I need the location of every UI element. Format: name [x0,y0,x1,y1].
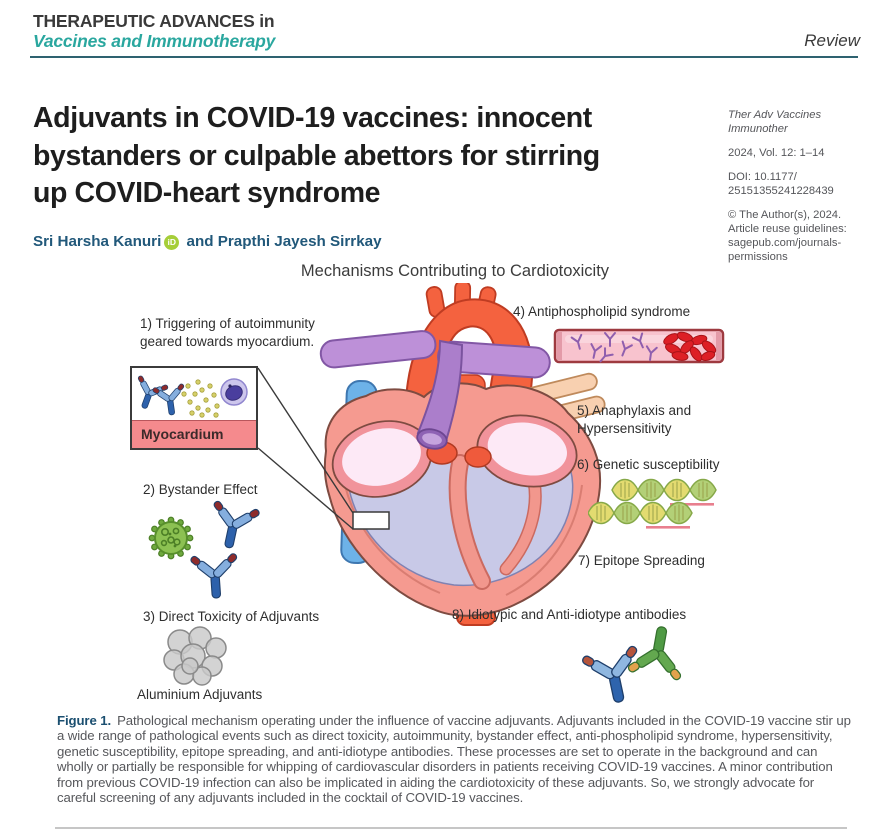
mechanism-2-label: 2) Bystander Effect [143,482,258,497]
aluminium-adjuvant-icon [160,626,234,686]
mechanism-1-line2: geared towards myocardium. [140,333,315,349]
mechanism-7-label: 7) Epitope Spreading [578,553,705,568]
journal-metadata [728,108,866,274]
header-rule [30,56,858,58]
page-bottom-rule [55,827,847,829]
mechanism-6-label: 6) Genetic susceptibility [577,457,720,472]
antibody-icon [188,548,242,602]
copyright: © The Author(s), 2024. [728,209,842,221]
dna-icon [588,477,718,533]
journal-name: Vaccines and Immunotherapy [33,31,276,51]
journal-abbrev: Ther Adv Vaccines Immunother [728,109,822,135]
doi-line2: 25151355241228439 [728,185,834,197]
figure-caption-label: Figure 1. [57,713,112,728]
author-1: Sri Harsha Kanuri [33,233,162,250]
copyright-block [728,208,866,264]
mechanism-1-label [140,315,315,350]
volume-info: 2024, Vol. 12: 1–14 [728,147,825,159]
figure-caption-text: Pathological mechanism operating under the influence of vaccine adjuvants. Adjuvants included in the COVID-19 vaccine stir up a wide range of pathological events such as direct toxicity, autoimmunity, bystander effect, anti-phospholipid syndrome, hypersensitivity, genetic susceptibility, epitope spreading, and anti-idiotype antibodies. These processes are set to operate in the background and can wholly or partially be responsible for whipping of cardiovascular disorders in patients receiving COVID-19 vaccines. A minor contribution from previous COVID-19 infection can also be implicated in aiding the cardiotoxicity of these adjuvants. So, we strongly advocate for careful screening of any adjuvants included in the cocktail of COVID-19 vaccines. [57,713,851,806]
author-join: and [182,233,218,250]
antibody-icon [206,498,260,552]
journal-series-title: THERAPEUTIC ADVANCES in [33,11,275,31]
mechanism-5-line2: Hypersensitivity [577,420,672,436]
idiotype-antibody-pair-icon [572,620,698,714]
blood-vessel-icon [553,327,725,365]
author-2: Prapthi Jayesh Sirrkay [217,233,382,250]
title-line-1: Adjuvants in COVID-19 vaccines: innocent [33,102,592,134]
doi [728,170,866,198]
mechanism-5-line1: 5) Anaphylaxis and [577,403,692,418]
article-type-label: Review [804,31,860,50]
mechanism-8-label: 8) Idiotypic and Anti-idiotype antibodies [452,607,687,622]
author-byline [33,233,382,250]
mechanism-4-label: 4) Antiphospholipid syndrome [513,304,691,319]
reuse-guidelines: Article reuse guidelines: [728,223,847,235]
mechanism-1-line1: 1) Triggering of autoimmunity [140,316,315,331]
lymphocyte-cell [221,379,247,405]
article-title [33,100,693,213]
adjuvant-dots [182,380,219,417]
figure-caption [57,713,852,805]
title-line-3: up COVID-heart syndrome [33,177,381,209]
mechanism-5-label [577,402,691,437]
title-line-2: bystanders or culpable abettors for stirring [33,139,600,172]
myocardium-band: Myocardium [132,420,256,448]
mechanism-3-label: 3) Direct Toxicity of Adjuvants [143,609,320,624]
doi-line1: DOI: 10.1177/ [728,171,797,183]
myocardium-inset-box [130,366,258,450]
orcid-icon[interactable]: iD [164,235,179,250]
figure-diagram-title: Mechanisms Contributing to Cardiotoxicity [300,262,610,280]
reuse-link[interactable]: sagepub.com/journals-permissions [728,237,842,263]
aluminium-adjuvants-label: Aluminium Adjuvants [137,687,263,702]
autoimmunity-inset-graphic [132,368,256,420]
